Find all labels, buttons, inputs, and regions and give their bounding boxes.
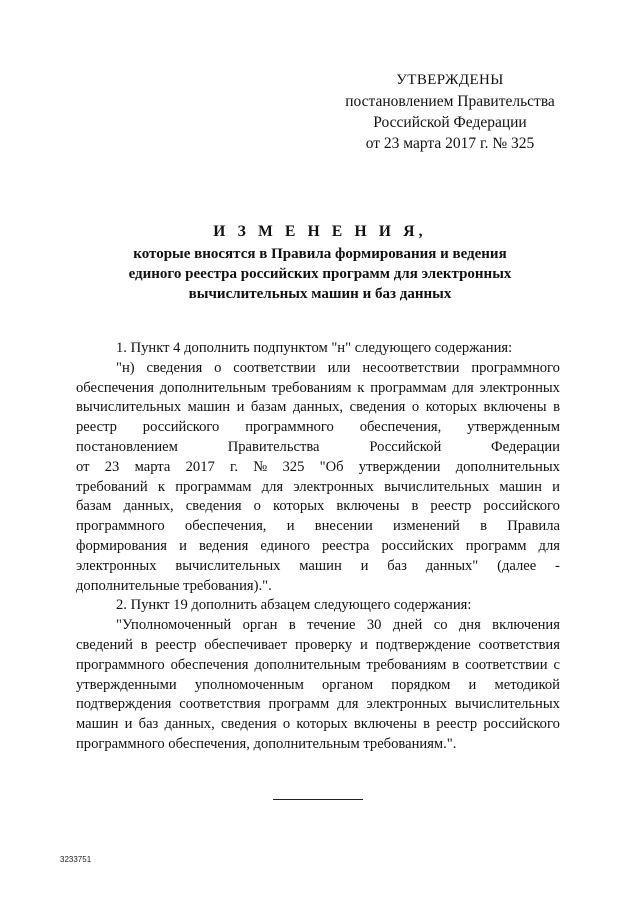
document-id: 3233751 xyxy=(60,855,92,864)
paragraph-1-line: от 23 марта 2017 г. № 325 "Об утверждении дополнительных xyxy=(76,458,560,475)
paragraph-2-line: машин и баз данных, сведения о которых включены в реестр российского xyxy=(76,716,560,733)
paragraph-1-line: формирования и ведения единого реестра российских программ для xyxy=(76,537,560,554)
approval-block xyxy=(330,70,570,154)
paragraph-1-line: постановлением Правительства Российской Федерации xyxy=(76,438,560,455)
paragraph-1-line: базам данных, сведения о которых включены в реестр российского xyxy=(76,498,560,515)
paragraph-1-line: дополнительные требования).". xyxy=(76,577,272,594)
paragraph-2-line: программного обеспечения дополнительным требованиям в соответствии с xyxy=(76,656,560,673)
paragraph-2-line: "Уполномоченный орган в течение 30 дней со дня включения xyxy=(116,617,560,634)
paragraph-2-line: утвержденными уполномоченным органом порядком и методикой xyxy=(76,676,560,693)
document-subtitle-line: которые вносятся в Правила формирования и ведения xyxy=(133,246,507,262)
document-heading xyxy=(60,222,580,304)
paragraph-2-line: 2. Пункт 19 дополнить абзацем следующего содержания: xyxy=(116,597,472,614)
paragraph-2-line: сведений в реестр обеспечивает проверку и подтверждение соответствия xyxy=(76,636,560,653)
paragraph-1-line: 1. Пункт 4 дополнить подпунктом "н" следующего содержания: xyxy=(116,340,513,356)
paragraph-1-line: вычислительных машин и базам данных, сведения о которых включены в xyxy=(76,399,560,416)
approval-line-3: от 23 марта 2017 г. № 325 xyxy=(365,135,535,152)
document-title: И З М Е Н Е Н И Я, xyxy=(213,223,427,240)
document-subtitle-line: единого реестра российских программ для электронных xyxy=(128,266,512,282)
approval-line-1: постановлением Правительства xyxy=(345,93,555,110)
paragraph-1-line: реестр российского программного обеспечения, утвержденным xyxy=(76,419,560,436)
paragraph-1-line: обеспечения дополнительным требованиям к программам для электронных xyxy=(76,379,560,396)
approval-line-2: Российской Федерации xyxy=(373,114,527,131)
paragraph-1-line: программного обеспечения, и внесении изменений в Правила xyxy=(76,518,560,535)
end-rule xyxy=(273,799,363,800)
document-subtitle-line: вычислительных машин и баз данных xyxy=(188,286,452,302)
paragraph-1-line: требований к программам для электронных вычислительных машин и xyxy=(76,478,560,495)
document-body xyxy=(76,339,560,755)
approval-heading: УТВЕРЖДЕНЫ xyxy=(396,72,504,88)
paragraph-1-line: "н) сведения о соответствии или несоответствии программного xyxy=(116,359,560,376)
paragraph-1-line: электронных вычислительных машин и баз данных" (далее - xyxy=(76,557,560,574)
paragraph-2-line: программного обеспечения, дополнительным требованиям.". xyxy=(76,735,457,752)
paragraph-2-line: подтверждения соответствия программ для электронных вычислительных xyxy=(76,696,560,713)
